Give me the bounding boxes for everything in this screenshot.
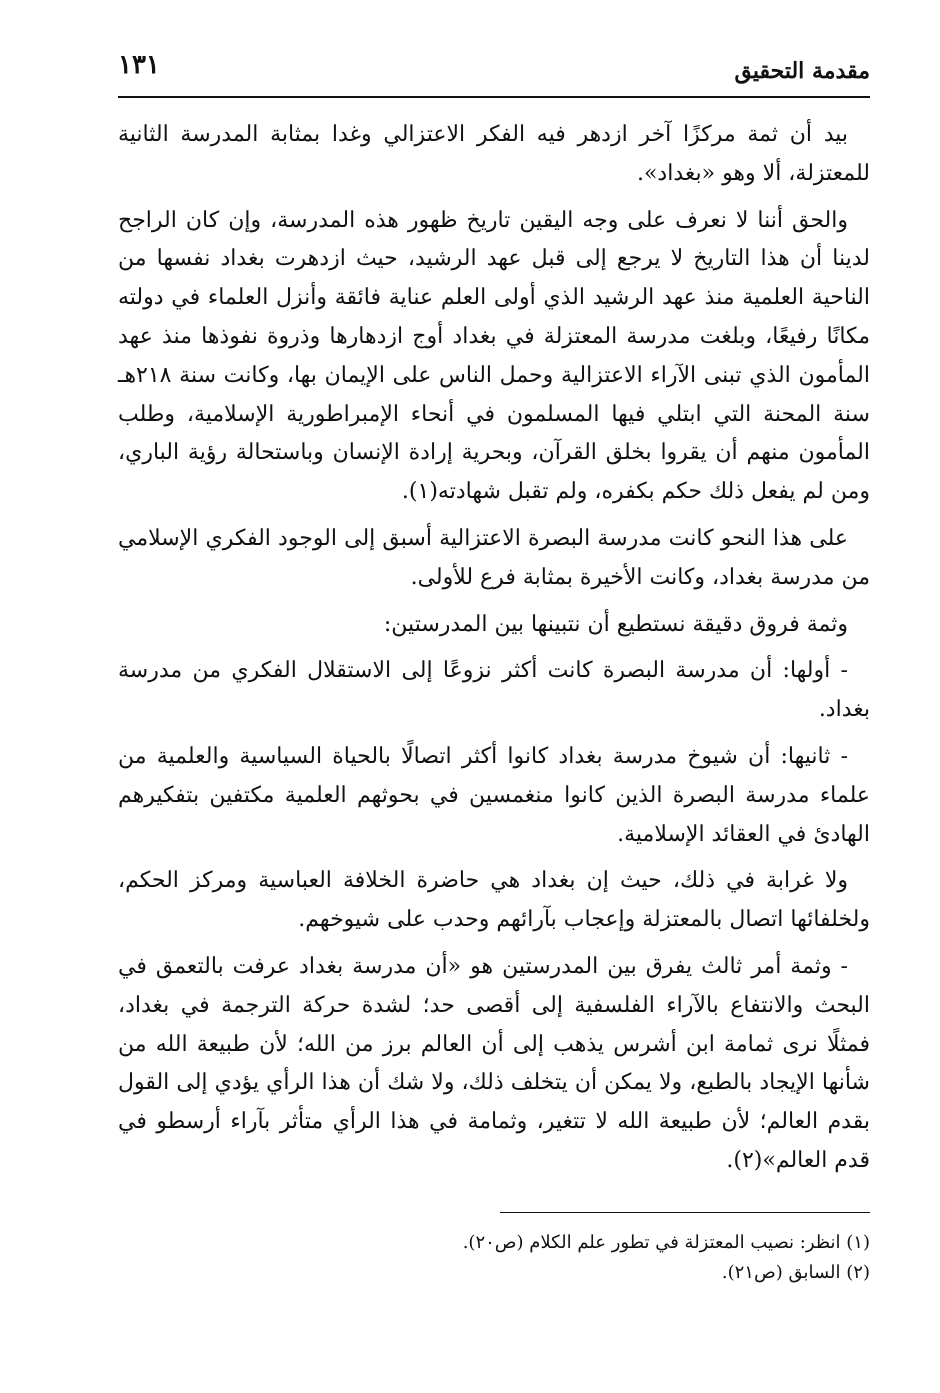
footnote-divider — [500, 1212, 870, 1213]
paragraph: وثمة فروق دقيقة نستطيع أن نتبينها بين المدرستين: — [383, 611, 848, 637]
footnotes — [118, 1228, 870, 1288]
running-title: مقدمة التحقيق — [734, 58, 870, 84]
paragraph: والحق أننا لا نعرف على وجه اليقين تاريخ ظهور هذه المدرسة، وإن كان الراجح لدينا أن هذا التاريخ لا يرجع إلى قبل عهد الرشيد، حيث ازدهرت بغداد نفسها من الناحية العلمية منذ عهد الرشيد الذي أولى العلم عناية فائقة وأنزل العلماء في دولته مكانًا رفيعًا، وبلغت مدرسة المعتزلة في بغداد أوج ازدهارها وذروة نفوذها منذ عهد المأمون الذي تبنى الآراء الاعتزالية وحمل الناس على الإيمان بها، وكانت سنة ٢١٨هـ سنة المحنة التي ابتلي فيها المسلمون في أنحاء الإمبراطورية الإسلامية، وطلب المأمون منهم أن يقروا بخلق القرآن، وبحرية إرادة الإنسان وباستحالة رؤية الباري، ومن لم يفعل ذلك حكم بكفره، ولم تقبل شهادته(١). — [118, 207, 870, 505]
paragraph: بيد أن ثمة مركزًا آخر ازدهر فيه الفكر الاعتزالي وغدا بمثابة المدرسة الثانية للمعتزلة، ألا وهو «بغداد». — [118, 122, 870, 186]
paragraph: - وثمة أمر ثالث يفرق بين المدرستين هو «أن مدرسة بغداد عرفت بالتعمق في البحث والانتفاع بالآراء الفلسفية إلى أقصى حد؛ لشدة حركة الترجمة في بغداد، فمثلًا نرى ثمامة ابن أشرس يذهب إلى أن العالم برز من الله؛ لأن طبيعة الله من شأنها الإيجاد بالطبع، ولا يمكن أن يتخلف ذلك، ولا شك أن هذا الرأي يؤدي إلى القول بقدم العالم؛ لأن طبيعة الله لا تتغير، وثمامة في هذا الرأي متأثر بآراء أرسطو في قدم العالم»(٢). — [118, 953, 870, 1173]
page-header — [118, 48, 870, 90]
paragraph: - ثانيها: أن شيوخ مدرسة بغداد كانوا أكثر اتصالًا بالحياة السياسية والعلمية من علماء مدرسة البصرة الذين كانوا منغمسين في بحوثهم العلمية مكتفين بتفكيرهم الهادئ في العقائد الإسلامية. — [118, 743, 870, 847]
page-number: ١٣١ — [118, 50, 160, 80]
header-divider — [118, 96, 870, 98]
main-text — [118, 116, 870, 1189]
footnote: (٢) السابق (ص٢١). — [721, 1262, 870, 1283]
paragraph: - أولها: أن مدرسة البصرة كانت أكثر نزوعًا إلى الاستقلال الفكري من مدرسة بغداد. — [118, 658, 870, 723]
paragraph: على هذا النحو كانت مدرسة البصرة الاعتزالية أسبق إلى الوجود الفكري الإسلامي من مدرسة بغداد، وكانت الأخيرة بمثابة فرع للأولى. — [118, 525, 870, 590]
paragraph: ولا غرابة في ذلك، حيث إن بغداد هي حاضرة الخلافة العباسية ومركز الحكم، ولخلفائها اتصال بالمعتزلة وإعجاب بآرائهم وحدب على شيوخهم. — [118, 868, 870, 933]
footnote: (١) انظر: نصيب المعتزلة في تطور علم الكلام (ص٢٠). — [462, 1232, 870, 1253]
